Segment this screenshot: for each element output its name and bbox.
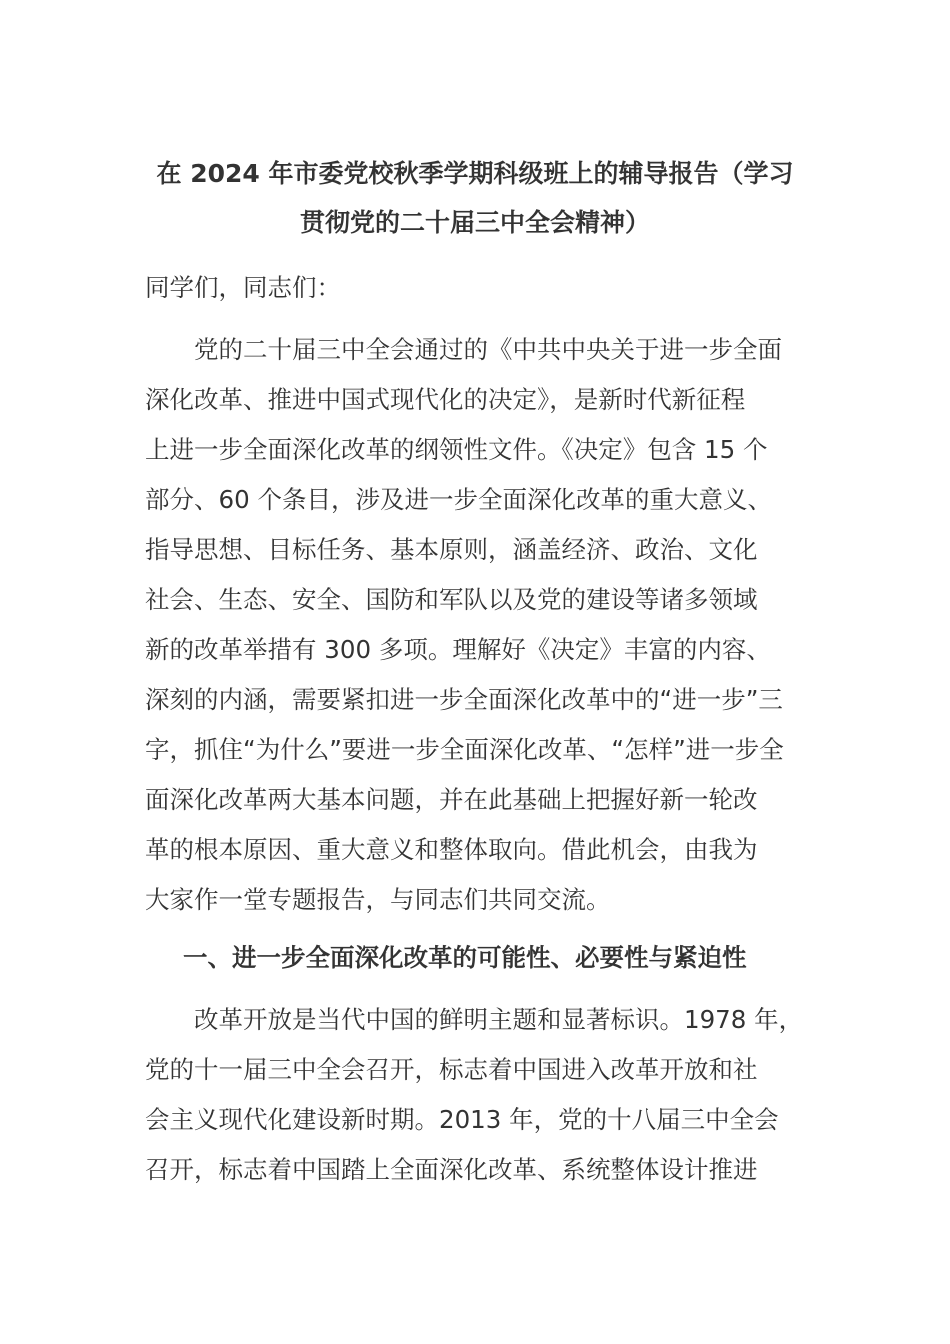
paragraph-intro <box>145 325 845 925</box>
paragraph-line: 社会、生态、安全、国防和军队以及党的建设等诸多领域 <box>145 585 758 614</box>
paragraph-line: 召开，标志着中国踏上全面深化改革、系统整体设计推进 <box>145 1155 758 1184</box>
paragraph-line: 大家作一堂专题报告，与同志们共同交流。 <box>145 885 611 914</box>
salutation <box>145 263 845 313</box>
paragraph-line: 深化改革、推进中国式现代化的决定》，是新时代新征程 <box>145 385 746 414</box>
salutation-text: 同学们，同志们： <box>145 273 341 302</box>
paragraph-reform <box>145 995 845 1195</box>
document-title <box>145 149 805 247</box>
paragraph-line: 党的二十届三中全会通过的《中共中央关于进一步全面 <box>145 335 782 364</box>
paragraph-line: 面深化改革两大基本问题，并在此基础上把握好新一轮改 <box>145 785 758 814</box>
paragraph-line: 会主义现代化建设新时期。2013 年，党的十八届三中全会 <box>145 1105 779 1134</box>
title-line: 贯彻党的二十届三中全会精神） <box>299 208 650 237</box>
paragraph-line: 深刻的内涵，需要紧扣进一步全面深化改革中的“进一步”三 <box>145 685 783 714</box>
paragraph-line: 新的改革举措有 300 多项。理解好《决定》丰富的内容、 <box>145 635 771 664</box>
paragraph-line: 改革开放是当代中国的鲜明主题和显著标识。1978 年， <box>145 1005 804 1034</box>
paragraph-line: 党的十一届三中全会召开，标志着中国进入改革开放和社 <box>145 1055 758 1084</box>
section-heading: 一、进一步全面深化改革的可能性、必要性与紧迫性 <box>183 943 747 972</box>
paragraph-line: 革的根本原因、重大意义和整体取向。借此机会，由我为 <box>145 835 758 864</box>
paragraph-line: 上进一步全面深化改革的纲领性文件。《决定》包含 15 个 <box>145 435 768 464</box>
paragraph-line: 字，抓住“为什么”要进一步全面深化改革、“怎样”进一步全 <box>145 735 784 764</box>
title-line: 在 2024 年市委党校秋季学期科级班上的辅导报告（学习 <box>156 159 794 188</box>
paragraph-line: 指导思想、目标任务、基本原则，涵盖经济、政治、文化 <box>145 535 758 564</box>
paragraph-line: 部分、60 个条目，涉及进一步全面深化改革的重大意义、 <box>145 485 772 514</box>
